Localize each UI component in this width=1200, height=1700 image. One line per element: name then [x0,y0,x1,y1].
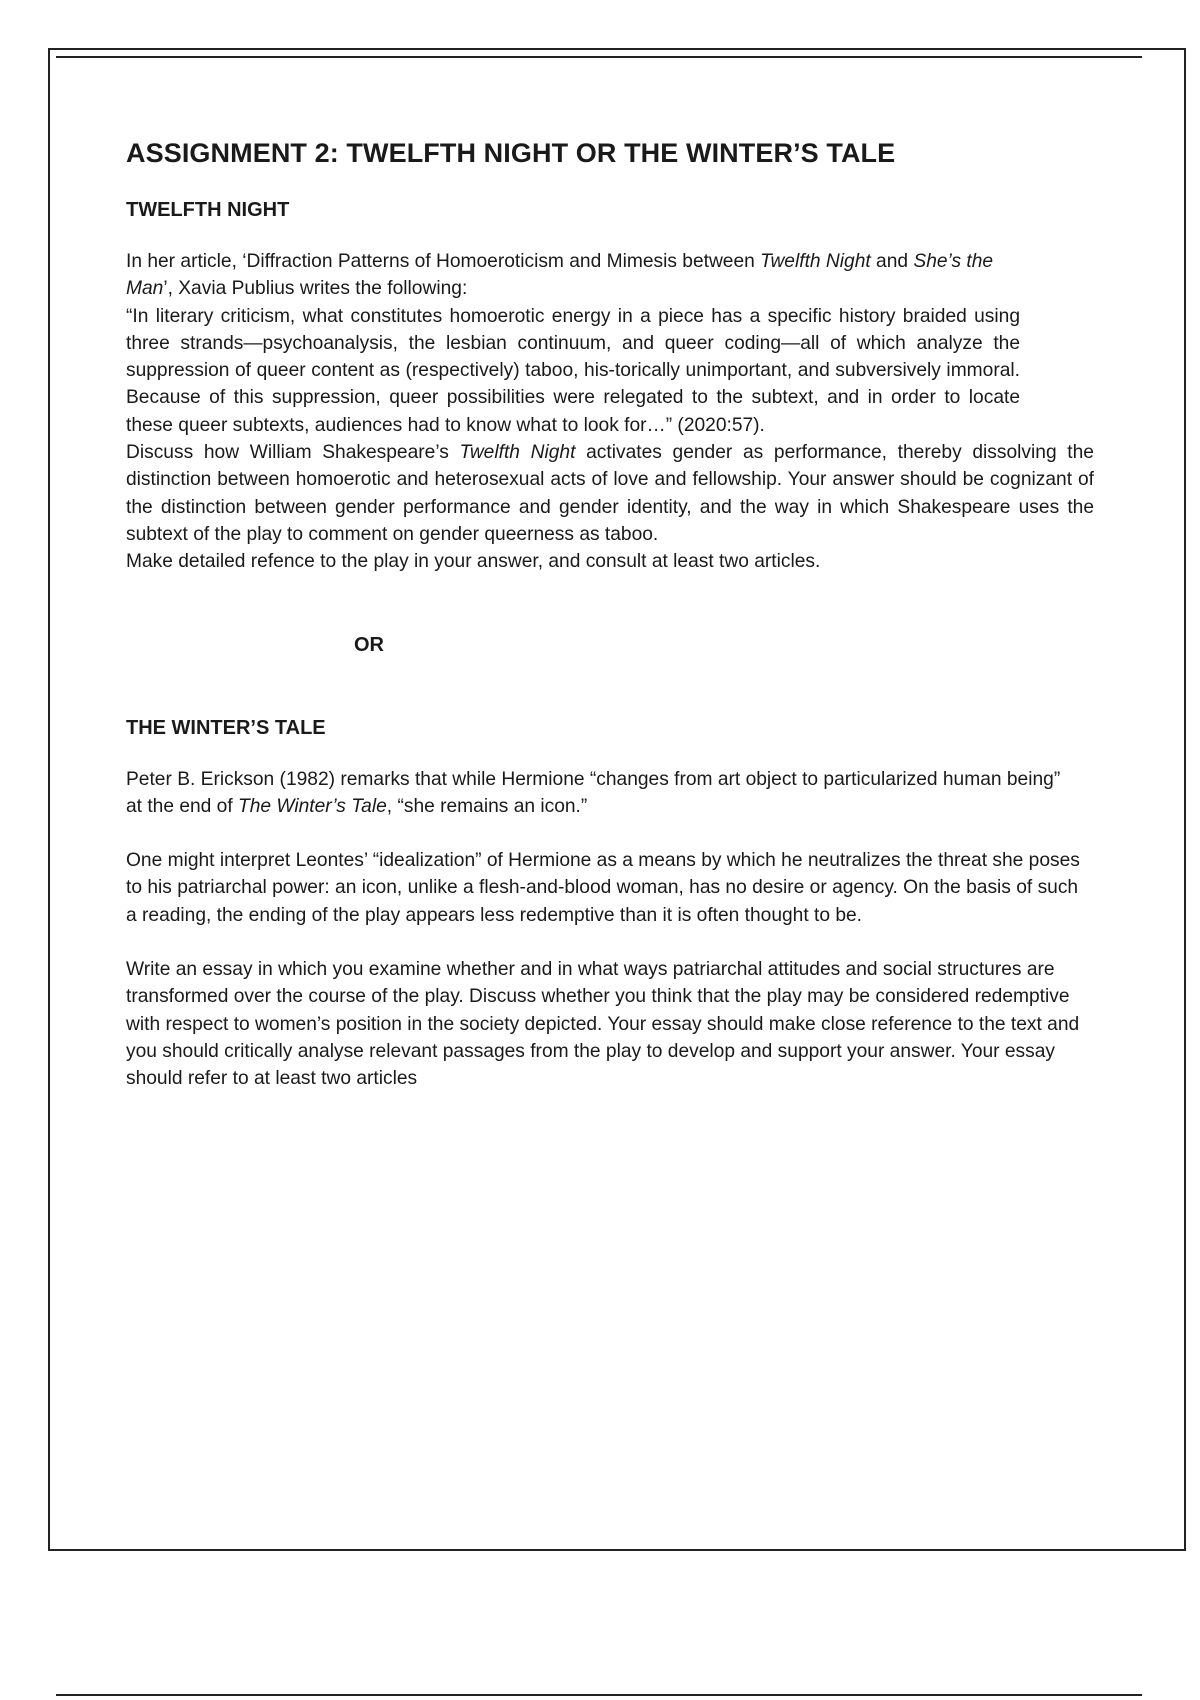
winters-tale-para-2: One might interpret Leontes’ “idealization” of Hermione as a means by which he neutralizes the threat she poses to his patriarchal power: an icon, unlike a flesh-and-blood woman, has no desire or agency. On the basis of such a reading, the ending of the play appears less redemptive than it is often thought to be. [126,850,1080,926]
erickson-text-1: Peter B. Erickson (1982) remarks that while Hermione “changes from art object to particularized human being” at the end of [126,768,1061,817]
twelfth-night-instruction: Make detailed refence to the play in your answer, and consult at least two articles. [126,551,821,573]
twelfth-night-heading: TWELFTH NIGHT [126,199,290,221]
intro-text-2: and [870,251,914,272]
intro-title-twelfth-night: Twelfth Night [760,251,871,272]
winters-tale-para-1 [126,766,1076,821]
twelfth-night-section [126,199,1094,576]
paragraph-gap [126,820,1094,847]
intro-text-1: In her article, ‘Diffraction Patterns of Homoeroticism and Mimesis between [126,251,761,272]
erickson-text-2: , “she remains an icon.” [386,795,588,817]
or-separator: OR [354,633,384,656]
intro-title-shes-the-man: She’s the Man [126,251,994,300]
paragraph-gap [126,929,1094,956]
discuss-text-2: activates gender as performance, thereby dissolving the distinction between homoerotic and heterosexual acts of love and fellowship. Your answer should be cognizant of the distinction between gender performance and gender identity, and the way in which Shakespeare uses the subtext of the play to comment on gender queerness as taboo. [126,442,1094,545]
assignment-title: ASSIGNMENT 2: TWELFTH NIGHT OR THE WINTER’S TALE [126,138,896,168]
winters-tale-heading: THE WINTER’S TALE [126,716,326,739]
erickson-title-winters-tale: The Winter’s Tale [238,795,387,817]
discuss-text-1: Discuss how William Shakespeare’s [126,442,460,464]
discuss-title-twelfth-night: Twelfth Night [459,442,576,464]
intro-text-3: ’, Xavia Publius writes the following: [163,278,468,300]
top-rule [56,56,1142,58]
winters-tale-para-3: Write an essay in which you examine whether and in what ways patriarchal attitudes and social structures are transformed over the course of the play. Discuss whether you think that the play may be considered redemptive with respect to women’s position in the society depicted. Your essay should make close reference to the text and you should critically analyse relevant passages from the play to develop and support your answer. Your essay should refer to at least two articles [126,959,1080,1090]
document-body [126,138,1094,1093]
twelfth-night-intro [126,248,1020,303]
bottom-rule [56,1694,1142,1696]
publius-quote: “In literary criticism, what constitutes homoerotic energy in a piece has a specific history braided using three strands—psychoanalysis, the lesbian continuum, and queer coding—all of which analyze the suppression of queer content as (respectively) taboo, his-torically unimportant, and subversively immoral. Because of this suppression, queer possibilities were relegated to the subtext, and in order to locate these queer subtexts, audiences had to know what to look for…” (2020:57). [126,305,1020,436]
twelfth-night-discuss [126,439,1094,548]
winters-tale-section [126,717,1094,1093]
